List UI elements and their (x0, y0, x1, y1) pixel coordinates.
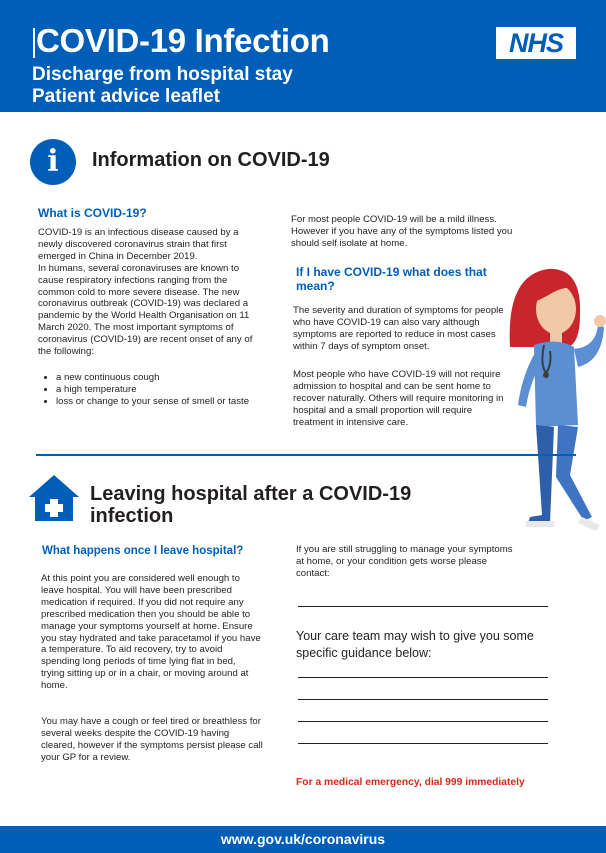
section-divider (36, 454, 576, 456)
guidance-text: Your care team may wish to give you some specific guidance below: (296, 629, 534, 660)
nhs-logo: NHS (496, 27, 576, 59)
list-item: • loss or change to your sense of smell or taste (56, 396, 276, 408)
section-heading-leaving-hospital (90, 483, 411, 527)
what-is-covid-text (38, 227, 260, 358)
symptom-list (40, 372, 276, 408)
guidance-write-line[interactable] (298, 699, 548, 700)
admission-text: Most people who have COVID-19 will not require admission to hospital and can be sent home to recover naturally. Others will require monitoring in hospital and a small proportion will require treatment in intensive care. (293, 369, 504, 428)
what-happens-heading: What happens once I leave hospital? (42, 545, 244, 557)
emergency-notice: For a medical emergency, dial 999 immediately (296, 777, 525, 788)
heading-line-2: infection (90, 505, 174, 527)
page-title: COVID-19 Infection (36, 22, 330, 59)
list-item: • a new continuous cough (56, 372, 276, 384)
subtitle-discharge: Discharge from hospital stay (32, 64, 293, 85)
subtitle-leaflet: Patient advice leaflet (32, 86, 220, 107)
cough-text: You may have a cough or feel tired or breathless for several weeks despite the COVID-19 having cleared, however if the symptoms persist please call your GP for a review. (41, 716, 263, 763)
severity-text: The severity and duration of symptoms for people who have COVID-19 can also vary although symptoms are reported to reduce in most cases within 7 days of symptom onset. (293, 305, 504, 352)
guidance-write-line[interactable] (298, 743, 548, 744)
info-icon: i (30, 139, 76, 185)
what-is-covid-p1: COVID-19 is an infectious disease caused by a newly discovered coronavirus strain that first emerged in China in December 2019. (38, 227, 239, 262)
guidance-write-line[interactable] (298, 677, 548, 678)
contact-write-line[interactable] (298, 606, 548, 607)
what-happens-text: At this point you are considered well enough to leave hospital. You will have been prescribed medication if required. If you did not require any prescribed medication then you should be able to manage your symptoms yourself at home. Ensure you stay hydrated and take paracetamol if you have a temperature. To aid recovery, try to avoid spending long periods of time lying flat in bed, trying sitting up or in a chair, or moving around at home. (41, 573, 261, 692)
footer-url-link[interactable]: www.gov.uk/coronavirus (220, 831, 386, 847)
what-is-covid-heading: What is COVID-19? (38, 206, 147, 220)
footer-banner (0, 826, 606, 853)
mild-illness-text: For most people COVID-19 will be a mild illness. However if you have any of the symptoms listed you should self isolate at home. (291, 214, 513, 249)
header-banner (0, 0, 606, 112)
struggling-text: If you are still struggling to manage your symptoms at home, or your condition gets worse please contact: (296, 544, 513, 579)
title-bar-accent (33, 28, 35, 58)
what-is-covid-p2: In humans, several coronaviruses are known to cause respiratory infections ranging from the common cold to more severe disease. The new coronavirus outbreak (COVID-19) was declared a pandemic by the World Health Organisation on 11 March 2020. The most important symptoms of coronavirus (COVID-19) are recent onset of any of the following: (38, 262, 253, 358)
if-i-have-covid-heading: If I have COVID-19 what does that mean? (296, 265, 487, 293)
section-heading-information: Information on COVID-19 (92, 149, 330, 171)
list-item: • a high temperature (56, 384, 276, 396)
heading-line-1: Leaving hospital after a COVID-19 (90, 483, 412, 505)
house-plus-icon (27, 473, 81, 523)
nurse-illustration (470, 255, 606, 545)
guidance-write-line[interactable] (298, 721, 548, 722)
